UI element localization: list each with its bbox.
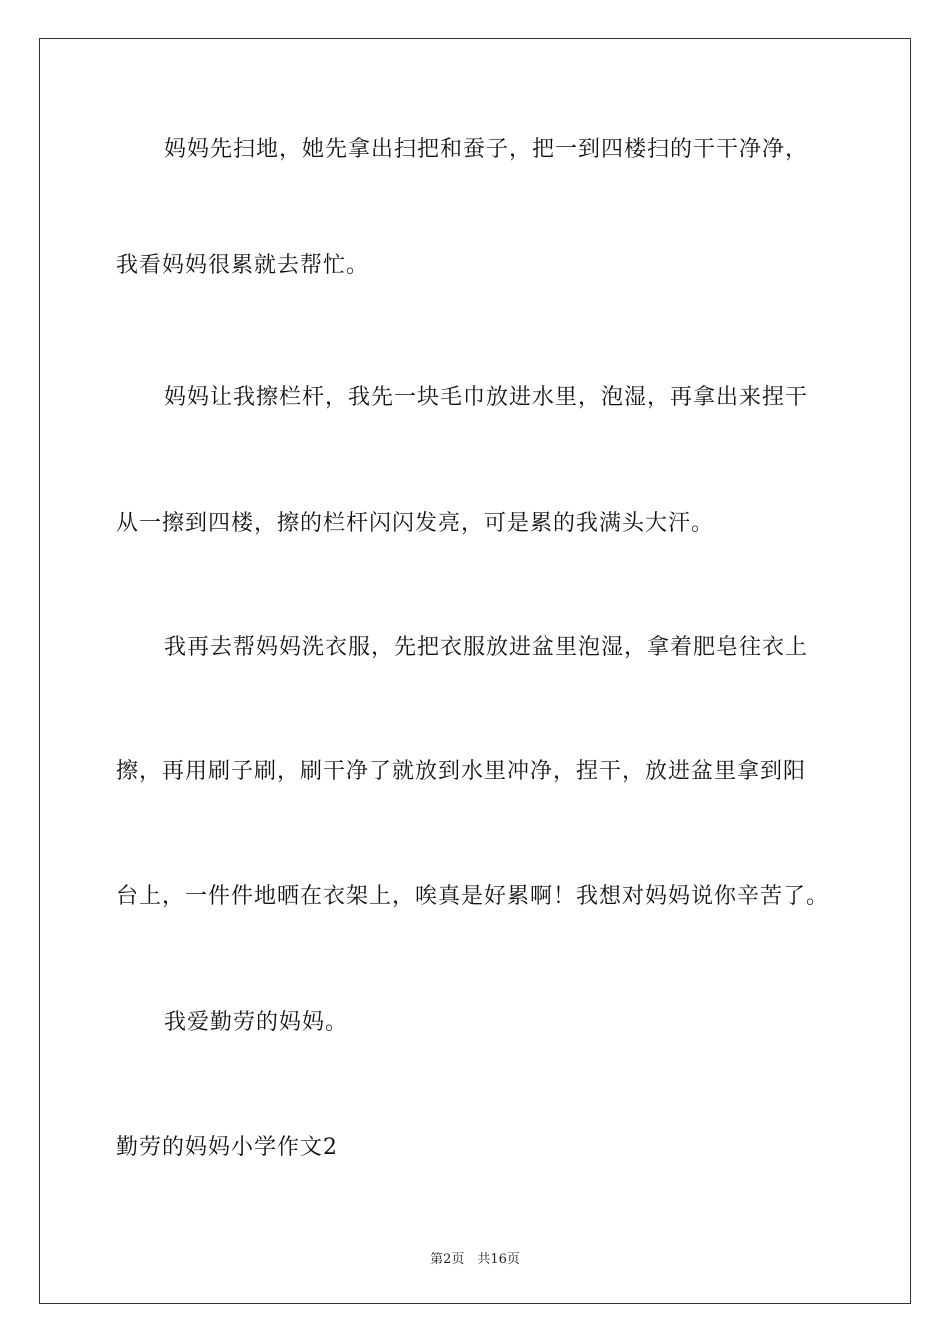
paragraph-line: 台上，一件件地晒在衣架上，唉真是好累啊！我想对妈妈说你辛苦了。 <box>116 884 830 909</box>
paragraph-line: 妈妈让我擦栏杆，我先一块毛巾放进水里，泡湿，再拿出来捏干 <box>164 385 809 410</box>
paragraph-line: 我再去帮妈妈洗衣服，先把衣服放进盆里泡湿，拿着肥皂往衣上 <box>164 635 809 660</box>
paragraph-line: 我爱勤劳的妈妈。 <box>164 1010 349 1035</box>
paragraph-line: 我看妈妈很累就去帮忙。 <box>116 253 370 278</box>
page-number-footer: 第2页 共16页 <box>430 1252 520 1267</box>
paragraph-line: 从一擦到四楼，擦的栏杆闪闪发亮，可是累的我满头大汗。 <box>116 511 715 536</box>
page-frame <box>39 38 911 1304</box>
paragraph-line: 擦，再用刷子刷，刷干净了就放到水里冲净，捏干，放进盆里拿到阳 <box>116 759 807 784</box>
paragraph-line: 妈妈先扫地，她先拿出扫把和蚕子，把一到四楼扫的干干净净， <box>164 137 809 162</box>
section-heading: 勤劳的妈妈小学作文2 <box>116 1135 338 1160</box>
